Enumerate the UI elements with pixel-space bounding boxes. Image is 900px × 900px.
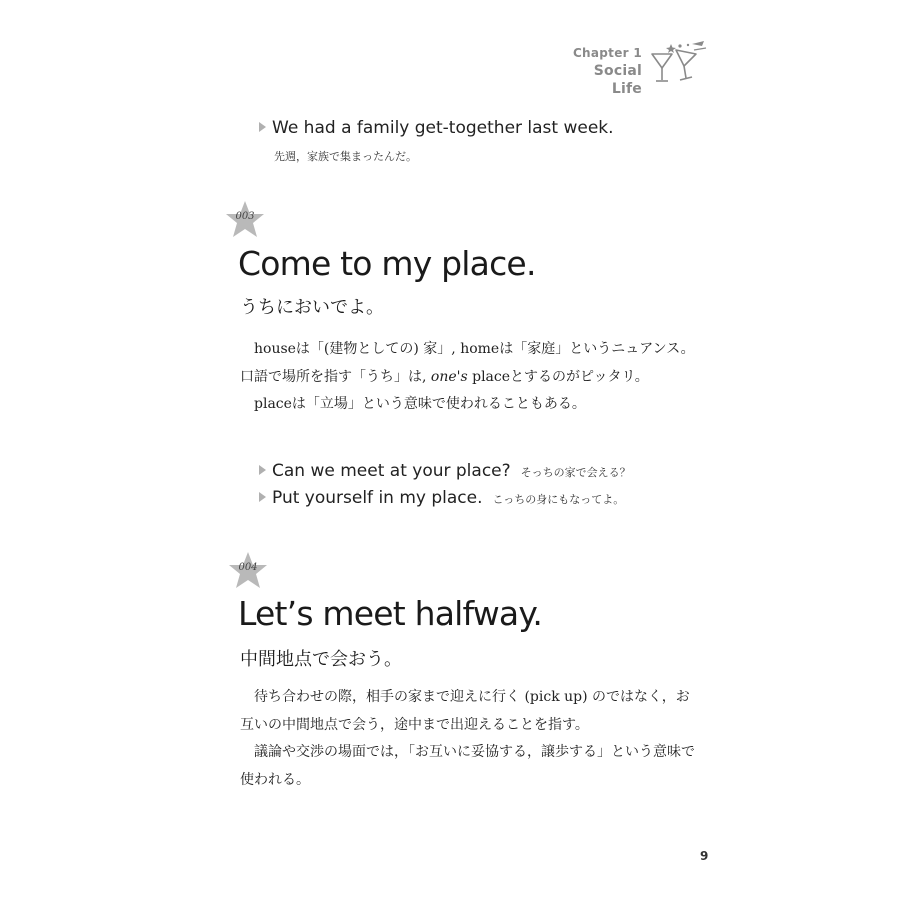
phrase-title: Come to my place. bbox=[238, 244, 536, 283]
bullet-arrow-icon bbox=[259, 122, 266, 132]
entry-number-badge bbox=[225, 200, 265, 240]
page-number: 9 bbox=[700, 849, 709, 863]
example-sentence bbox=[259, 488, 624, 508]
explanation-paragraph: placeは「立場」という意味で使われることもある。 bbox=[254, 396, 586, 412]
chapter-label bbox=[560, 44, 642, 98]
chapter-header bbox=[560, 40, 720, 97]
example-sentence bbox=[259, 461, 631, 481]
phrase-translation: 中間地点で会おう。 bbox=[240, 649, 402, 670]
example-japanese: こっちの身にもなってよ。 bbox=[492, 493, 625, 506]
example-english: Put yourself in my place. bbox=[272, 488, 483, 508]
phrase-translation: うちにおいでよ。 bbox=[240, 297, 384, 318]
entry-number: 003 bbox=[235, 211, 255, 222]
explanation bbox=[240, 336, 695, 419]
entry-number-badge bbox=[228, 551, 268, 591]
entry-number: 004 bbox=[238, 562, 258, 573]
example-japanese: そっちの家で会える？ bbox=[520, 466, 631, 479]
explanation-paragraph: houseは「(建物としての) 家」, homeは「家庭」というニュアンス。口語で場所を指す「うち」は, one's placeとするのがピッタリ。 bbox=[240, 341, 695, 385]
example-english: We had a family get-together last week. bbox=[272, 118, 614, 138]
chapter-number: Chapter 1 bbox=[572, 46, 642, 60]
example-english: Can we meet at your place? bbox=[272, 461, 511, 481]
phrase-title: Let’s meet halfway. bbox=[238, 594, 543, 633]
explanation bbox=[240, 684, 695, 794]
cocktail-glasses-icon bbox=[644, 40, 714, 85]
chapter-title: Social Life bbox=[593, 63, 642, 97]
bullet-arrow-icon bbox=[259, 465, 266, 475]
explanation-paragraph: 待ち合わせの際，相手の家まで迎えに行く (pick up) のではなく，お互いの中間地点で会う，途中まで出迎えることを指す。 bbox=[240, 689, 690, 733]
explanation-paragraph: 議論や交渉の場面では，「お互いに妥協する，譲歩する」という意味で使われる。 bbox=[240, 744, 695, 788]
intro-example bbox=[259, 118, 614, 138]
bullet-arrow-icon bbox=[259, 492, 266, 502]
example-japanese: 先週，家族で集まったんだ。 bbox=[274, 150, 417, 163]
